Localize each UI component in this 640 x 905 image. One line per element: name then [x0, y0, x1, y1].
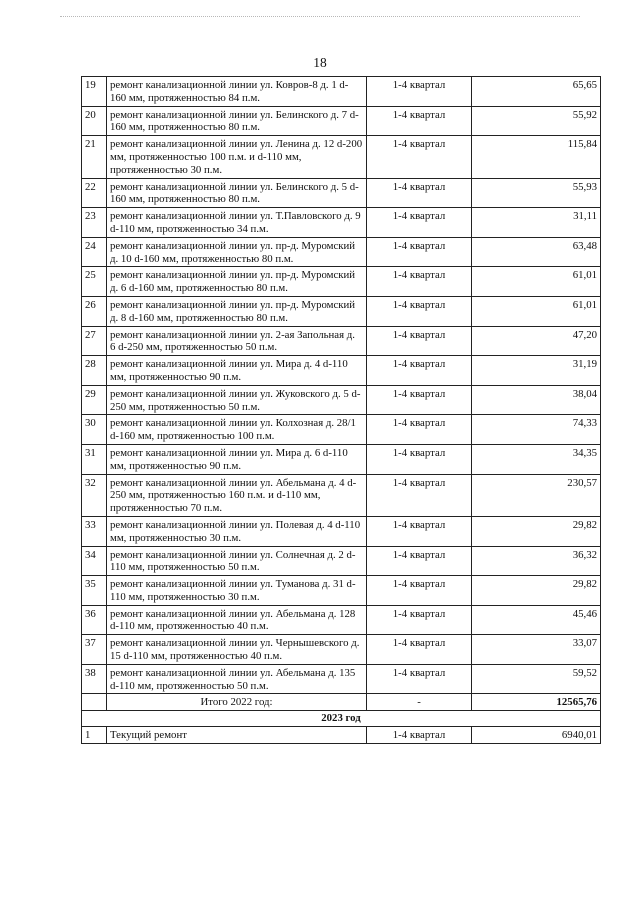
table-row — [82, 356, 601, 386]
row-sum: 34,35 — [472, 444, 601, 474]
row-period: 1-4 квартал — [367, 296, 472, 326]
row-description: ремонт канализационной линии ул. пр-д. Муромский д. 10 d-160 мм, протяженностью 80 п.м. — [107, 237, 367, 267]
row-description: ремонт канализационной линии ул. Абельмана д. 128 d-110 мм, протяженностью 40 п.м. — [107, 605, 367, 635]
table-row — [82, 178, 601, 208]
row-period: 1-4 квартал — [367, 356, 472, 386]
row-sum: 55,93 — [472, 178, 601, 208]
row-number: 32 — [82, 474, 107, 516]
row-description: ремонт канализационной линии ул. Ленина д. 12 d-200 мм, протяженностью 100 п.м. и d-110 мм, протяженностью 30 п.м. — [107, 136, 367, 178]
row-sum: 6940,01 — [472, 727, 601, 744]
total-2022-row — [82, 694, 601, 711]
total-sum: 12565,76 — [472, 694, 601, 711]
row-description: ремонт канализационной линии ул. Ковров-8 д. 1 d-160 мм, протяженностью 84 п.м. — [107, 77, 367, 107]
row-period: 1-4 квартал — [367, 474, 472, 516]
total-label: Итого 2022 год: — [107, 694, 367, 711]
row-number: 24 — [82, 237, 107, 267]
row-number: 30 — [82, 415, 107, 445]
table-row — [82, 106, 601, 136]
row-period: 1-4 квартал — [367, 635, 472, 665]
row-number: 31 — [82, 444, 107, 474]
row-period: 1-4 квартал — [367, 208, 472, 238]
total-empty-cell — [82, 694, 107, 711]
row-number: 28 — [82, 356, 107, 386]
row-sum: 31,19 — [472, 356, 601, 386]
table-row — [82, 326, 601, 356]
total-period: - — [367, 694, 472, 711]
row-number: 27 — [82, 326, 107, 356]
row-period: 1-4 квартал — [367, 546, 472, 576]
row-description: ремонт канализационной линии ул. Абельмана д. 4 d-250 мм, протяженностью 160 п.м. и d-110 мм, протяженностью 70 п.м. — [107, 474, 367, 516]
row-period: 1-4 квартал — [367, 415, 472, 445]
row-description: ремонт канализационной линии ул. Полевая д. 4 d-110 мм, протяженностью 30 п.м. — [107, 516, 367, 546]
row-period: 1-4 квартал — [367, 178, 472, 208]
table-row — [82, 208, 601, 238]
page-number: 18 — [313, 55, 327, 70]
table-body — [82, 77, 601, 744]
row-period: 1-4 квартал — [367, 605, 472, 635]
row-period: 1-4 квартал — [367, 267, 472, 297]
row-description: ремонт канализационной линии ул. Чернышевского д. 15 d-110 мм, протяженностью 40 п.м. — [107, 635, 367, 665]
row-number: 21 — [82, 136, 107, 178]
row-sum: 230,57 — [472, 474, 601, 516]
row-description: ремонт канализационной линии ул. Мира д. 6 d-110 мм, протяженностью 90 п.м. — [107, 444, 367, 474]
row-sum: 38,04 — [472, 385, 601, 415]
table-row — [82, 664, 601, 694]
table-row — [82, 267, 601, 297]
row-sum: 47,20 — [472, 326, 601, 356]
row-period: 1-4 квартал — [367, 664, 472, 694]
row-description: ремонт канализационной линии ул. Солнечная д. 2 d-110 мм, протяженностью 50 п.м. — [107, 546, 367, 576]
row-sum: 61,01 — [472, 296, 601, 326]
table-row — [82, 516, 601, 546]
table-row — [82, 546, 601, 576]
row-period: 1-4 квартал — [367, 326, 472, 356]
row-sum: 61,01 — [472, 267, 601, 297]
row-description: ремонт канализационной линии ул. Колхозная д. 28/1 d-160 мм, протяженностью 100 п.м. — [107, 415, 367, 445]
row-sum: 115,84 — [472, 136, 601, 178]
row-sum: 33,07 — [472, 635, 601, 665]
row-description: Текущий ремонт — [107, 727, 367, 744]
row-period: 1-4 квартал — [367, 237, 472, 267]
row-description: ремонт канализационной линии ул. Абельмана д. 135 d-110 мм, протяженностью 50 п.м. — [107, 664, 367, 694]
table-row — [82, 635, 601, 665]
row-number: 38 — [82, 664, 107, 694]
row-number: 26 — [82, 296, 107, 326]
row-description: ремонт канализационной линии ул. Т.Павловского д. 9 d-110 мм, протяженностью 34 п.м. — [107, 208, 367, 238]
row-sum: 45,46 — [472, 605, 601, 635]
row-period: 1-4 квартал — [367, 136, 472, 178]
row-number: 35 — [82, 576, 107, 606]
row-period: 1-4 квартал — [367, 106, 472, 136]
row-sum: 31,11 — [472, 208, 601, 238]
row-number: 36 — [82, 605, 107, 635]
row-number: 29 — [82, 385, 107, 415]
row-sum: 29,82 — [472, 576, 601, 606]
row-period: 1-4 квартал — [367, 385, 472, 415]
row-period: 1-4 квартал — [367, 727, 472, 744]
row-period: 1-4 квартал — [367, 444, 472, 474]
scan-top-edge-line — [60, 16, 580, 17]
row-description: ремонт канализационной линии ул. Мира д. 4 d-110 мм, протяженностью 90 п.м. — [107, 356, 367, 386]
row-period: 1-4 квартал — [367, 77, 472, 107]
table-row — [82, 444, 601, 474]
table-row — [82, 415, 601, 445]
row-description: ремонт канализационной линии ул. пр-д. Муромский д. 8 d-160 мм, протяженностью 80 п.м. — [107, 296, 367, 326]
table-row — [82, 237, 601, 267]
row-description: ремонт канализационной линии ул. Белинского д. 7 d-160 мм, протяженностью 80 п.м. — [107, 106, 367, 136]
table-row — [82, 77, 601, 107]
row-sum: 29,82 — [472, 516, 601, 546]
row-number: 19 — [82, 77, 107, 107]
row-sum: 65,65 — [472, 77, 601, 107]
row-number: 33 — [82, 516, 107, 546]
row-sum: 74,33 — [472, 415, 601, 445]
year-header: 2023 год — [82, 711, 601, 727]
row-description: ремонт канализационной линии ул. Белинского д. 5 d-160 мм, протяженностью 80 п.м. — [107, 178, 367, 208]
row-period: 1-4 квартал — [367, 576, 472, 606]
row-number: 1 — [82, 727, 107, 744]
table-row — [82, 385, 601, 415]
year-2023-header-row — [82, 711, 601, 727]
row-description: ремонт канализационной линии ул. 2-ая Запольная д. 6 d-250 мм, протяженностью 50 п.м. — [107, 326, 367, 356]
row-sum: 59,52 — [472, 664, 601, 694]
row-sum: 63,48 — [472, 237, 601, 267]
row-description: ремонт канализационной линии ул. пр-д. Муромский д. 6 d-160 мм, протяженностью 80 п.м. — [107, 267, 367, 297]
row-number: 23 — [82, 208, 107, 238]
table-row — [82, 605, 601, 635]
table-row — [82, 576, 601, 606]
works-table — [81, 76, 601, 744]
row-sum: 36,32 — [472, 546, 601, 576]
row-description: ремонт канализационной линии ул. Жуковского д. 5 d-250 мм, протяженностью 50 п.м. — [107, 385, 367, 415]
row-number: 22 — [82, 178, 107, 208]
row-number: 25 — [82, 267, 107, 297]
table-row — [82, 727, 601, 744]
row-description: ремонт канализационной линии ул. Туманова д. 31 d-110 мм, протяженностью 30 п.м. — [107, 576, 367, 606]
row-sum: 55,92 — [472, 106, 601, 136]
row-number: 37 — [82, 635, 107, 665]
row-period: 1-4 квартал — [367, 516, 472, 546]
row-number: 34 — [82, 546, 107, 576]
row-number: 20 — [82, 106, 107, 136]
table-row — [82, 136, 601, 178]
table-row — [82, 474, 601, 516]
table-row — [82, 296, 601, 326]
